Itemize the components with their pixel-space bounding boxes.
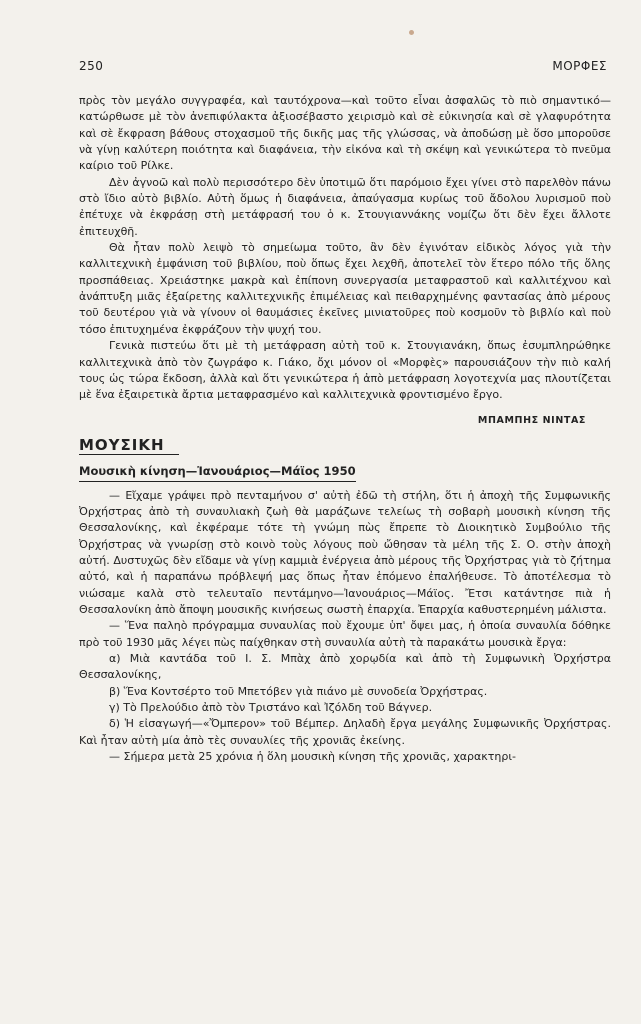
article-paragraph-4: Γενικὰ πιστεύω ὅτι μὲ τὴ μετάφραση αὐτὴ τοῦ κ. Στουγιανάκη, ὅπως ἐσυμπληρώθηκε καλλιτεχνικὰ ἀπὸ τὸν ζωγράφο κ. Γιάκο, ὄχι μόνον οἱ «Μορφὲς» παρουσιάζουν τὴν πιὸ καλή τους ὡς τώρα ἔκδοση, ἀλλὰ καὶ ὅτι γενικώτερα ἡ ἀπὸ μετάφραση λογοτεχνία μας πλουτίζεται μὲ ἕνα ἐξαιρετικὰ ἄρτια μεταφρασμένο καὶ καλλιτεχνικὰ φροντισμένο ἔργο. [79, 339, 611, 402]
article-paragraph-3: Θὰ ἦταν πολὺ λειψὸ τὸ σημείωμα τοῦτο, ἂν δὲν ἐγινόταν εἰδικὸς λόγος γιὰ τὴν καλλιτεχνικὴ ἐμφάνιση τοῦ βιβλίου, ποὺ ὅπως ἔχει λεχθῆ, ἀποτελεῖ τὸν ἕτερο πόλο τῆς ὅλης προσπάθειας. Χρειάστηκε μακρὰ καὶ ἐπίπονη συνεργασία μεταφραστοῦ καὶ καλλιτέχνου καὶ ἀνάπτυξη μιᾶς ἐξαίρετης καλλιτεχνικῆς ἐπιμέλειας καὶ πειθαρχημένης φαντασίας ἀπὸ μέρους τοῦ δευτέρου γιὰ νὰ γίνουν οἱ θαυμάσιες ἐκεῖνες μινιατοῦρες ποὺ κοσμοῦν τὸ βιβλίο καὶ ποὺ τόσο ἐπιτυχημένα ἐκφράζουν τὴν ψυχή του. [79, 241, 611, 336]
music-paragraph-1: — Εἴχαμε γράψει πρὸ πενταμήνου σ' αὐτὴ ἐδῶ τὴ στήλη, ὅτι ἡ ἀποχὴ τῆς Συμφωνικῆς Ὀρχήστρας ἀπὸ τὴ συναυλιακὴ ζωὴ θὰ μαράζωνε τελείως τὴ σοβαρὴ μουσικὴ κίνηση τῆς Θεσσαλονίκης, καὶ ἐκφέραμε τότε τὴ γνώμη πὼς ἔπρεπε τὸ Διοικητικὸ Συμβούλιο τῆς Ὀρχήστρας νὰ γνωρίσῃ στὸ κοινὸ τοὺς λόγους ποὺ ὤθησαν τὰ μέλη τῆς Σ. Ο. στὴν ἀποχὴ αὐτή. Δυστυχῶς δὲν εἴδαμε νὰ γίνῃ καμμιὰ ἐνέργεια ἀπὸ μέρους τῆς Ὀρχήστρας γιὰ τὸ ζήτημα αὐτό, καὶ ἡ παραπάνω πρόβλεψή μας ὅπως ἦταν ἑπόμενο ἐπαλήθευσε. Τὸ ἀποτέλεσμα τὸ νιώσαμε καλὰ στὸ τελευταῖο πεντάμηνο—Ἰανουάριος—Μάϊος. Ἔτσι κατάντησε πιὰ ἡ Θεσσαλονίκη ἀπὸ ἄποψη μουσικῆς κινήσεως σωστὴ ἐπαρχία. Ἐπαρχία καθυστερημένη μάλιστα. [79, 488, 611, 616]
section-title: ΜΟΥΣΙΚΗ [79, 435, 165, 454]
author-signature: ΜΠΑΜΠΗΣ ΝΙΝΤΑΣ [477, 414, 586, 426]
page-number: 250 [79, 59, 104, 73]
program-item-c: γ) Τὸ Πρελούδιο ἀπὸ τὸν Τριστάνο καὶ Ἰζόλδη τοῦ Βάγνερ. [109, 701, 433, 715]
article-paragraph-1: πρὸς τὸν μεγάλο συγγραφέα, καὶ ταυτόχρονα—καὶ τοῦτο εἶναι ἀσφαλῶς τὸ πιὸ σημαντικό—κατώρθωσε μὲ τὸν ἀνεπιφύλακτα ἀξιοσέβαστο χειρισμὸ καὶ σὲ εὐκινησία καὶ σὲ γλαφυρότητα καὶ σὲ ἔκφραση βάθους στοχασμοῦ τῆς δικῆς μας τῆς γλώσσας, νὰ ἀποδώσῃ μὲ ὅσο μποροῦσε νὰ γίνῃ καλύτερη ποιότητα καὶ διαφάνεια, τὴν εἰκόνα καὶ τὴ σκέψη καὶ γενικώτερα τὸ πνεῦμα καίριο τοῦ Ρίλκε. [79, 94, 611, 173]
section-title-rule [79, 454, 179, 455]
running-head-title: ΜΟΡΦΕΣ [552, 59, 607, 73]
program-item-a: α) Μιὰ καντάδα τοῦ Ι. Σ. Μπὰχ ἀπὸ χορῳδία καὶ ἀπὸ τὴ Συμφωνικὴ Ὀρχήστρα Θεσσαλονίκης, [79, 652, 611, 682]
program-item-d: δ) Ἡ εἰσαγωγή—«Ὄμπερον» τοῦ Βέμπερ. Δηλαδὴ ἔργα μεγάλης Συμφωνικῆς Ὀρχήστρας. Καὶ ἦταν αὐτὴ μία ἀπὸ τὲς συναυλίες τῆς χρονιᾶς ἐκείνης. [79, 717, 611, 747]
music-paragraph-2: — Ἕνα παληὸ πρόγραμμα συναυλίας ποὺ ἔχουμε ὑπ' ὄψει μας, ἡ ὁποία συναυλία δόθηκε πρὸ τοῦ 1930 μᾶς λέγει πὼς παίχθηκαν στὴ συναυλία αὐτὴ τὰ παρακάτω μουσικὰ ἔργα: [79, 619, 611, 649]
music-paragraph-closing: — Σήμερα μετὰ 25 χρόνια ἡ ὅλη μουσικὴ κίνηση τῆς χρονιᾶς, χαρακτηρι- [109, 750, 517, 764]
program-item-b: β) Ἕνα Κοντσέρτο τοῦ Μπετόβεν γιὰ πιάνο μὲ συνοδεία Ὀρχήστρας. [109, 684, 488, 698]
page-body [79, 93, 611, 765]
section-subheading: Μουσικὴ κίνηση—Ἰανουάριος—Μάϊος 1950 [79, 463, 356, 481]
printer-mark-dot [409, 30, 414, 35]
article-paragraph-2: Δὲν ἀγνοῶ καὶ πολὺ περισσότερο δὲν ὑποτιμῶ ὅτι παρόμοιο ἔχει γίνει στὸ παρελθὸν πάνω στὸ ἴδιο αὐτὸ βιβλίο. Αὐτὴ ὅμως ἡ διαφάνεια, ἀπαύγασμα κυρίως τοῦ ἄδολου λυρισμοῦ ποὺ ἐπέτυχε νὰ ἐκφράσῃ στὴ μετάφρασή του ὁ κ. Στουγιαννάκης νομίζω ὅτι δὲν ἔχει ἄλλοτε ἐπιτευχθῆ. [79, 175, 611, 238]
